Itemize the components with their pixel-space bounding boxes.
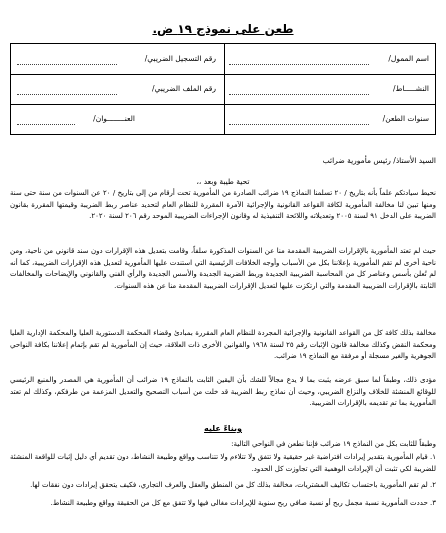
table-divider [224, 44, 225, 134]
section-heading: وبناءً عليه [204, 424, 242, 433]
tax-reg-no-field[interactable] [17, 64, 117, 65]
table-divider [11, 104, 435, 105]
list-item: ٣. حددت المأمورية نسبة مجمل ربح أو نسبة صافي ربح سنوية للإيرادات مغالى فيها ولا تتفق مع كل من الحقيقة وواقع وطبيعة النشاط. [50, 499, 436, 507]
paragraph-intro: نحيط سيادتكم علماً بأنه بتاريخ / ٢٠ تسلمنا النماذج ١٩ ضرائب الصادرة من المأمورية تحت أرقام من إلى بتاريخ / ٢٠ عن السنوات من سنة حتى سنة ومنها تبين لنا مخالفة المأمورية لكافة القواعد القانونية والإجرائية الآمرة المقررة للنظام العام لتحديد عناصر ربط الضريبة وقيمتها المقررة بقانون الضريبة على الدخل ٩١ لسنة ٢٠٠٥ وتعديلاته واللائحة التنفيذية له وقانون الإجراءات الضريبية الموحد رقم ٢٠٦ لسنة ٢٠٢٠. [10, 189, 436, 221]
salutation: السيد الأستاذ/ رئيس مأمورية ضرائب [322, 156, 436, 165]
table-divider [11, 74, 435, 75]
paragraph-returns: حيث لم تعتد المأمورية بالإقرارات الضريبية المقدمة منا عن السنوات المذكورة سلفاً، وقامت بتعديل هذه الإقرارات دون سند قانوني من ناحية، ومن ناحية أخرى لم تقم المأمورية بإعلاننا بكل من الأسباب وأوجه الخلافات الرئيسية التي استندت عليها المأمورية لتعديل هذه الإقرارات الضريبية، كما أنه لم تُعلن بأسس وعناصر كل من المحاسبة الضريبية الجديدة وربط الضريبة الجديدة والأسس الجديدة والرأي الفني والقانوني والإيضاحات والمخالفات الثابتة بالإقرارات الضريبية المقدمة والتي ارتكزت عليها لتعديل الإقرارات الضريبية المقدمة منا عن هذه السنوات. [10, 247, 436, 290]
address-field[interactable] [17, 124, 75, 125]
list-item: ١. قيام المأمورية بتقدير إيرادات افتراضية غير حقيقية ولا تتفق ولا تتلاءم ولا تتناسب وواقع وطبيعة النشاط، دون تقديم أي دليل إثبات للواقعة المنشئة للضريبة لكي تثبت أن الإيرادات الوهمية التي تجاوزت كل الحدود. [10, 453, 436, 473]
list-item: ٢. لم تقم المأمورية باحتساب تكاليف المشتريات، مخالفة بذلك كل من المنطق والعقل والعرف التجاري، فكيف يتحقق إيرادات دون نفقات لها. [30, 481, 436, 489]
form-title: طعن على نموذج ١٩ ض. [152, 22, 294, 36]
activity-label: النشـــــاط/ [392, 84, 429, 93]
taxpayer-name-field[interactable] [229, 64, 369, 65]
paragraph-violations: مخالفة بذلك كافة كل من القواعد القانونية والإجرائية المجردة للنظام العام المقررة بمبادئ وقضاء المحكمة الدستورية العليا والمحكمة الإدارية العليا ومحكمة النقض وكذلك مخالفة قانون الإثبات رقم ٢٥ لسنة ١٩٦٨ والقوانين الأخرى ذات العلاقة، حيث إن المأمورية لم تقم بإتمام إعلاننا بكافة النواحي الجوهرية والغير مسجلة أو مرفقة مع النماذج ١٩ ضرائب. [10, 329, 436, 361]
intro-line: وطبقاً للثابت بكل من النماذج ١٩ ضرائب فإننا نطعن في النواحي التالية: [231, 440, 436, 448]
taxpayer-name-label: اسم الممول/ [388, 54, 429, 63]
activity-field[interactable] [229, 94, 369, 95]
header-table [10, 43, 436, 135]
greeting: تحية طيبة وبعد ،، [196, 177, 250, 186]
tax-file-no-field[interactable] [17, 94, 117, 95]
tax-file-no-label: رقم الملف الضريبي/ [151, 84, 216, 93]
tax-reg-no-label: رقم التسجيل الضريبي/ [144, 54, 216, 63]
address-label: العنــــــــوان/ [93, 114, 135, 123]
appeal-years-field[interactable] [229, 124, 369, 125]
paragraph-conclusion: مؤدى ذلك، وطبقاً لما سبق عرضه يثبت بما لا يدع مجالاً للشك بأن اليقين الثابت بالنماذج ١٩ ضرائب أن المأمورية هي المصدر والمنبع الرئيسي للوقائع المنشئة للخلاف والنزاع الضريبي، وحيث أن نماذج ربط الضريبة قد خلت من أسباب التصحيح والتعديل المزعمة من طرفكم، وكذلك لم تعتد المأمورية بما تم تقديمه بالإقرارات الضريبية. [10, 376, 436, 408]
appeal-years-label: سنوات الطعن/ [382, 114, 429, 123]
